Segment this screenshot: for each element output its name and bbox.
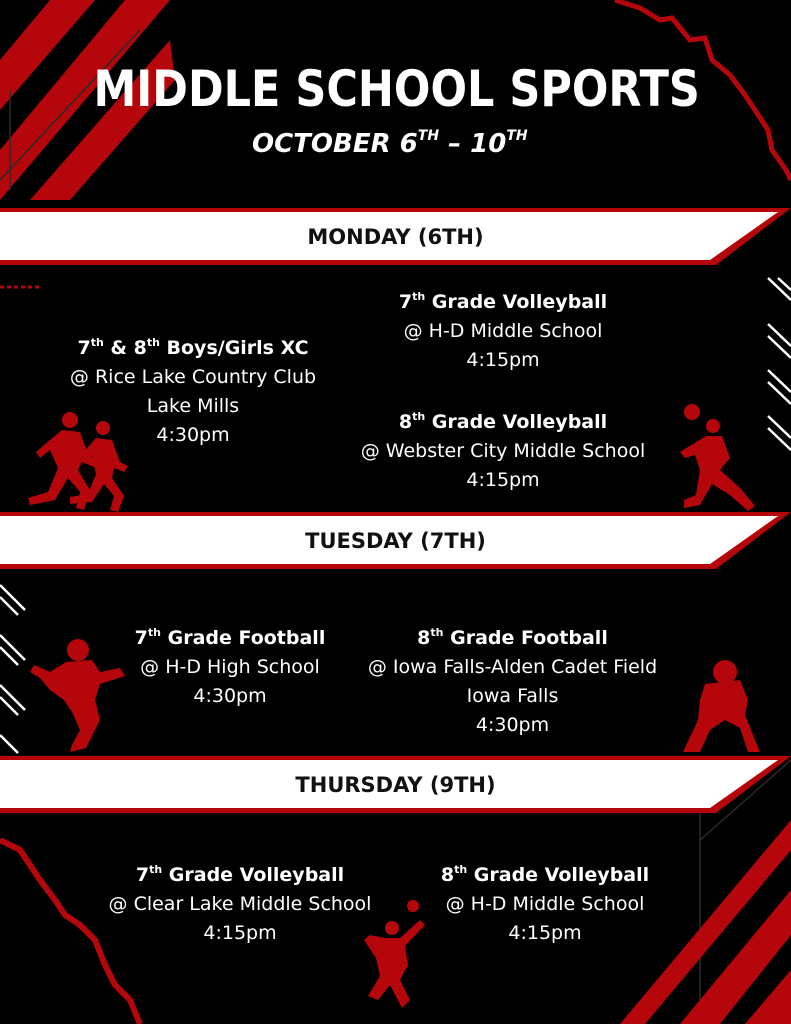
event-7th-volleyball-monday <box>358 282 648 375</box>
event-city: Iowa Falls <box>466 685 559 707</box>
event-time: 4:15pm <box>466 469 540 491</box>
event-time: 4:15pm <box>466 349 540 371</box>
event-8th-volleyball-thursday <box>425 855 665 948</box>
event-time: 4:30pm <box>475 714 550 736</box>
event-7th-football <box>115 618 345 711</box>
event-title: 7th & 8th Boys/Girls XC <box>77 336 309 359</box>
left-chevrons <box>0 585 25 753</box>
football-player-silhouette <box>30 639 125 752</box>
event-time: 4:15pm <box>508 922 582 944</box>
event-location: @ H-D Middle School <box>403 320 603 342</box>
event-location: @ Webster City Middle School <box>360 440 646 462</box>
event-title: 8th Grade Volleyball <box>440 863 650 886</box>
day-banner-thursday <box>0 759 791 811</box>
event-location: @ H-D High School <box>140 656 320 678</box>
event-time: 4:15pm <box>203 922 277 944</box>
date-range: OCTOBER 6TH – 10TH <box>252 128 528 159</box>
poster-title: MIDDLE SCHOOL SPORTS <box>93 60 700 118</box>
event-location: @ H-D Middle School <box>445 893 645 915</box>
event-location: @ Rice Lake Country Club <box>69 366 317 388</box>
day-label: THURSDAY (9TH) <box>295 773 496 797</box>
event-title: 7th Grade Volleyball <box>135 863 345 886</box>
event-title: 7th Grade Volleyball <box>398 290 608 313</box>
day-banner-tuesday <box>0 515 791 567</box>
day-label: TUESDAY (7TH) <box>305 529 486 553</box>
right-chevrons <box>768 278 791 450</box>
event-city: Lake Mills <box>146 395 240 417</box>
event-time: 4:30pm <box>193 685 267 707</box>
event-time: 4:30pm <box>156 424 230 446</box>
event-title: 8th Grade Volleyball <box>398 410 608 433</box>
day-banner-monday <box>0 211 791 263</box>
event-7th-volleyball-thursday <box>95 855 385 948</box>
event-title: 7th Grade Football <box>134 626 326 649</box>
event-location: @ Iowa Falls-Alden Cadet Field <box>367 656 658 678</box>
day-label: MONDAY (6TH) <box>307 225 484 249</box>
football-lineman-silhouette <box>683 660 760 752</box>
event-8th-volleyball-monday <box>343 402 663 495</box>
event-location: @ Clear Lake Middle School <box>108 893 372 915</box>
event-8th-football <box>355 618 670 740</box>
event-xc <box>53 328 333 450</box>
volleyball-player-silhouette <box>680 404 755 511</box>
event-title: 8th Grade Football <box>417 626 608 649</box>
